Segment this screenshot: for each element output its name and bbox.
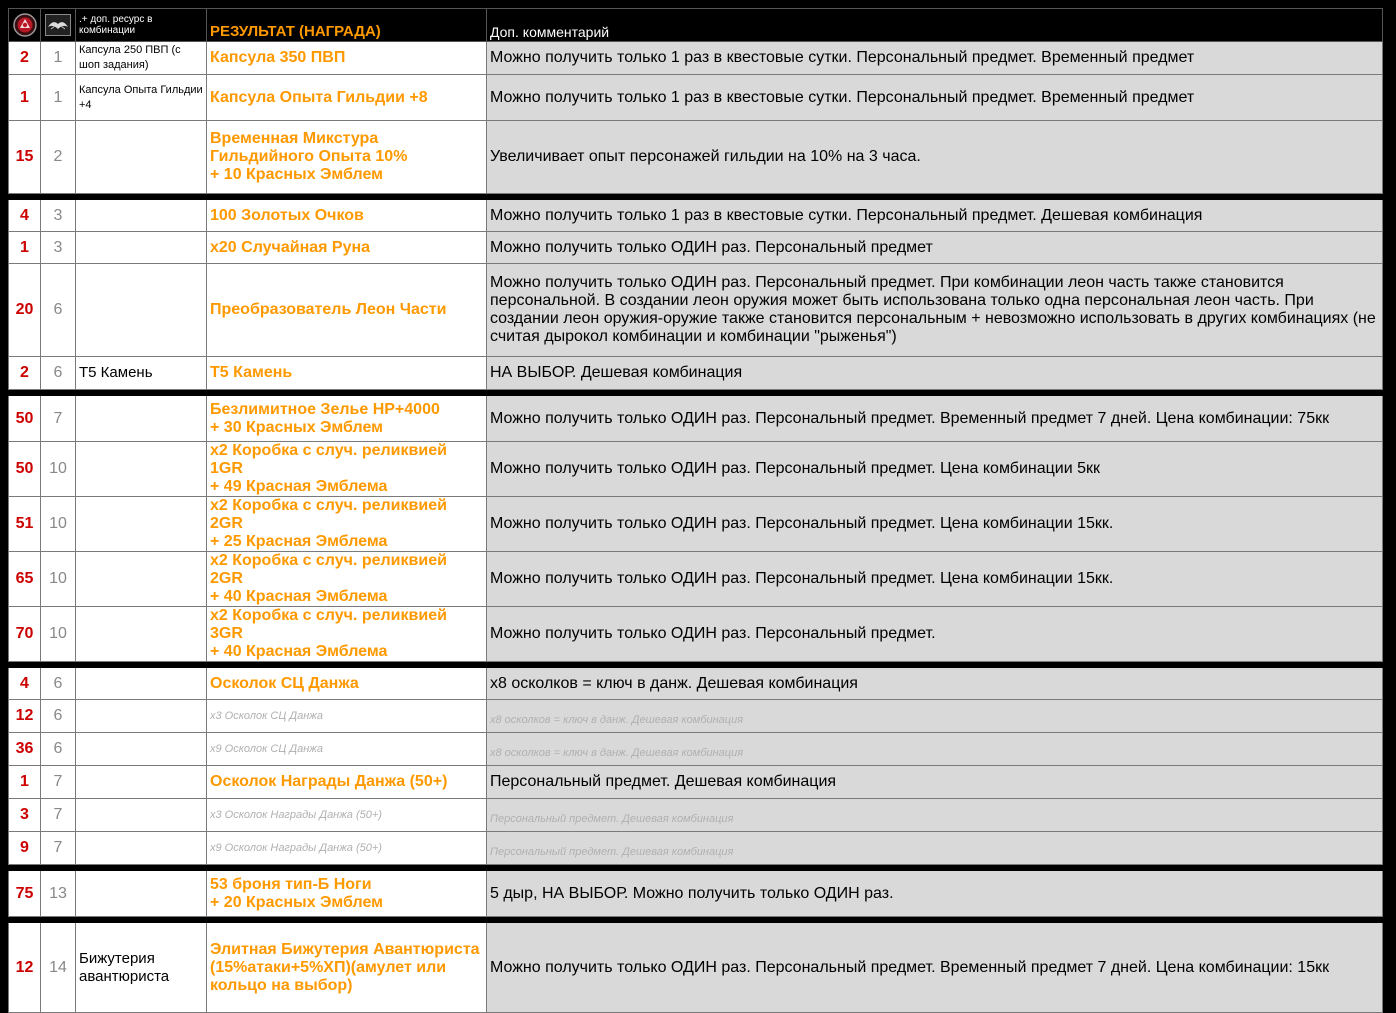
level-cell: 6 <box>41 700 76 733</box>
comment-cell: Можно получить только 1 раз в квестовые сутки. Персональный предмет. Временный предмет <box>487 75 1383 121</box>
header-row <box>9 9 1383 42</box>
resource-cell <box>76 871 207 917</box>
level-cell: 7 <box>41 799 76 832</box>
cost-cell: 2 <box>9 42 41 75</box>
table-row <box>9 552 1383 607</box>
resource-cell <box>76 552 207 607</box>
level-cell: 6 <box>41 357 76 390</box>
comment-cell: Можно получить только ОДИН раз. Персональный предмет. Временный предмет 7 дней. Цена комбинации: 15кк <box>487 923 1383 1013</box>
resource-cell: Т5 Камень <box>76 357 207 390</box>
resource-cell <box>76 733 207 766</box>
cost-cell: 1 <box>9 75 41 121</box>
table-row <box>9 497 1383 552</box>
table-row <box>9 442 1383 497</box>
cost-cell: 20 <box>9 264 41 357</box>
cost-cell: 2 <box>9 357 41 390</box>
comment-cell: х8 осколков = ключ в данж. Дешевая комбинация <box>487 733 1383 766</box>
table-row <box>9 396 1383 442</box>
reward-cell: x2 Коробка с случ. реликвией 3GR + 40 Красная Эмблема <box>207 607 487 662</box>
table-row <box>9 357 1383 390</box>
resource-cell <box>76 232 207 264</box>
resource-cell <box>76 668 207 700</box>
cost-cell: 4 <box>9 200 41 232</box>
comment-cell: 5 дыр, НА ВЫБОР. Можно получить только ОДИН раз. <box>487 871 1383 917</box>
cost-cell: 9 <box>9 832 41 865</box>
reward-cell: 100 Золотых Очков <box>207 200 487 232</box>
table-row <box>9 832 1383 865</box>
table-row <box>9 75 1383 121</box>
comment-cell: Можно получить только ОДИН раз. Персональный предмет <box>487 232 1383 264</box>
level-cell: 10 <box>41 607 76 662</box>
red-emblem-icon <box>13 13 37 37</box>
cost-cell: 12 <box>9 700 41 733</box>
reward-cell: x2 Коробка с случ. реликвией 2GR + 40 Красная Эмблема <box>207 552 487 607</box>
comment-cell: Увеличивает опыт персонажей гильдии на 10% на 3 часа. <box>487 121 1383 194</box>
table-row <box>9 871 1383 917</box>
level-cell: 14 <box>41 923 76 1013</box>
level-cell: 3 <box>41 200 76 232</box>
resource-cell <box>76 497 207 552</box>
table-row <box>9 232 1383 264</box>
table-row <box>9 668 1383 700</box>
level-cell: 10 <box>41 442 76 497</box>
resource-cell: Бижутерия авантюриста <box>76 923 207 1013</box>
comment-cell: Можно получить только 1 раз в квестовые сутки. Персональный предмет. Временный предмет <box>487 42 1383 75</box>
resource-cell <box>76 832 207 865</box>
reward-cell: Безлимитное Зелье HP+4000 + 30 Красных Эмблем <box>207 396 487 442</box>
cost-cell: 1 <box>9 766 41 799</box>
cost-cell: 70 <box>9 607 41 662</box>
level-cell: 2 <box>41 121 76 194</box>
comment-cell: Можно получить только ОДИН раз. Персональный предмет. <box>487 607 1383 662</box>
reward-cell: Элитная Бижутерия Авантюриста (15%атаки+5%ХП)(амулет или кольцо на выбор) <box>207 923 487 1013</box>
resource-cell <box>76 766 207 799</box>
cost-cell: 50 <box>9 396 41 442</box>
cost-cell: 15 <box>9 121 41 194</box>
reward-cell: Временная Микстура Гильдийного Опыта 10% + 10 Красных Эмблем <box>207 121 487 194</box>
cost-cell: 4 <box>9 668 41 700</box>
table-row <box>9 607 1383 662</box>
comment-cell: Персональный предмет. Дешевая комбинация <box>487 799 1383 832</box>
cost-cell: 75 <box>9 871 41 917</box>
comment-cell: Персональный предмет. Дешевая комбинация <box>487 832 1383 865</box>
reward-cell: Капсула 350 ПВП <box>207 42 487 75</box>
cost-cell: 3 <box>9 799 41 832</box>
comment-cell: Можно получить только ОДИН раз. Персональный предмет. Цена комбинации 15кк. <box>487 497 1383 552</box>
reward-cell: Преобразователь Леон Части <box>207 264 487 357</box>
table-row <box>9 121 1383 194</box>
table-row <box>9 733 1383 766</box>
cost-cell: 51 <box>9 497 41 552</box>
header-level-cell <box>41 9 76 42</box>
table-row <box>9 42 1383 75</box>
comment-cell: НА ВЫБОР. Дешевая комбинация <box>487 357 1383 390</box>
level-cell: 1 <box>41 75 76 121</box>
reward-cell: Осколок СЦ Данжа <box>207 668 487 700</box>
resource-cell <box>76 700 207 733</box>
level-cell: 6 <box>41 264 76 357</box>
reward-cell: x2 Коробка с случ. реликвией 2GR + 25 Красная Эмблема <box>207 497 487 552</box>
header-resource: .+ доп. ресурс в комбинации <box>76 9 207 42</box>
comment-cell: х8 осколков = ключ в данж. Дешевая комбинация <box>487 668 1383 700</box>
resource-cell <box>76 264 207 357</box>
header-comment: Доп. комментарий <box>487 9 1383 42</box>
level-cell: 7 <box>41 766 76 799</box>
resource-cell: Капсула Опыта Гильдии +4 <box>76 75 207 121</box>
level-cell: 7 <box>41 832 76 865</box>
comment-cell: Можно получить только ОДИН раз. Персональный предмет. Цена комбинации 15кк. <box>487 552 1383 607</box>
table-row <box>9 766 1383 799</box>
comment-cell: Можно получить только ОДИН раз. Персональный предмет. При комбинации леон часть также становится персональной. В создании леон оружия может быть использована только одна персональная леон часть. При создании леон оружия-оружие также становится персональным + невозможно использовать в других комбинациях (не считая дырокол комбинации и комбинации "рыженья") <box>487 264 1383 357</box>
comment-cell: Персональный предмет. Дешевая комбинация <box>487 766 1383 799</box>
comment-cell: Можно получить только ОДИН раз. Персональный предмет. Цена комбинации 5кк <box>487 442 1383 497</box>
reward-cell: Т5 Камень <box>207 357 487 390</box>
wing-icon <box>45 14 71 36</box>
table-row <box>9 700 1383 733</box>
resource-cell: Капсула 250 ПВП (с шоп задания) <box>76 42 207 75</box>
cost-cell: 1 <box>9 232 41 264</box>
reward-table <box>8 8 1383 1013</box>
level-cell: 6 <box>41 733 76 766</box>
resource-cell <box>76 200 207 232</box>
reward-cell: 53 броня тип-Б Ноги + 20 Красных Эмблем <box>207 871 487 917</box>
level-cell: 10 <box>41 552 76 607</box>
reward-cell: Осколок Награды Данжа (50+) <box>207 766 487 799</box>
reward-cell: Капсула Опыта Гильдии +8 <box>207 75 487 121</box>
resource-cell <box>76 799 207 832</box>
reward-cell: х9 Осколок СЦ Данжа <box>207 733 487 766</box>
level-cell: 7 <box>41 396 76 442</box>
cost-cell: 12 <box>9 923 41 1013</box>
header-reward: РЕЗУЛЬТАТ (НАГРАДА) <box>207 9 487 42</box>
reward-cell: x2 Коробка с случ. реликвией 1GR + 49 Красная Эмблема <box>207 442 487 497</box>
level-cell: 13 <box>41 871 76 917</box>
cost-cell: 36 <box>9 733 41 766</box>
reward-cell: х3 Осколок Награды Данжа (50+) <box>207 799 487 832</box>
table-row <box>9 799 1383 832</box>
table-row <box>9 264 1383 357</box>
level-cell: 10 <box>41 497 76 552</box>
reward-cell: х3 Осколок СЦ Данжа <box>207 700 487 733</box>
resource-cell <box>76 442 207 497</box>
cost-cell: 50 <box>9 442 41 497</box>
reward-cell: х20 Случайная Руна <box>207 232 487 264</box>
comment-cell: Можно получить только 1 раз в квестовые сутки. Персональный предмет. Дешевая комбинация <box>487 200 1383 232</box>
table-row <box>9 923 1383 1013</box>
cost-cell: 65 <box>9 552 41 607</box>
level-cell: 6 <box>41 668 76 700</box>
level-cell: 1 <box>41 42 76 75</box>
resource-cell <box>76 607 207 662</box>
comment-cell: х8 осколков = ключ в данж. Дешевая комбинация <box>487 700 1383 733</box>
comment-cell: Можно получить только ОДИН раз. Персональный предмет. Временный предмет 7 дней. Цена комбинации: 75кк <box>487 396 1383 442</box>
level-cell: 3 <box>41 232 76 264</box>
header-cost-cell <box>9 9 41 42</box>
resource-cell <box>76 396 207 442</box>
resource-cell <box>76 121 207 194</box>
table-row <box>9 200 1383 232</box>
reward-cell: х9 Осколок Награды Данжа (50+) <box>207 832 487 865</box>
